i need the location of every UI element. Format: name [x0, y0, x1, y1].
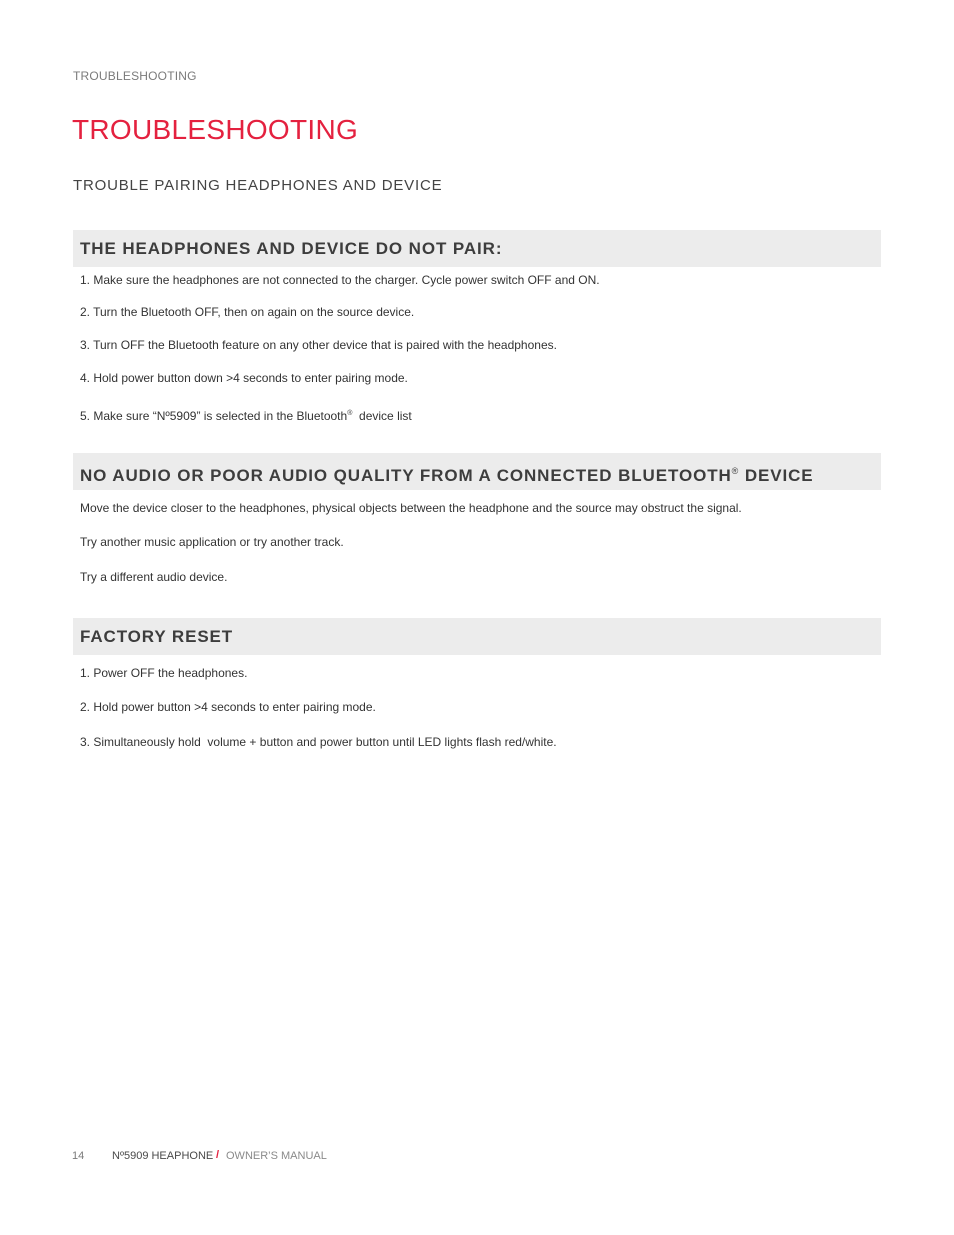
- section-heading: FACTORY RESET: [80, 627, 234, 646]
- tip-3: Try a different audio device.: [80, 570, 228, 584]
- section-heading: [80, 453, 881, 494]
- page-footer: [72, 1149, 327, 1162]
- registered-mark: ®: [347, 410, 353, 417]
- section-heading: THE HEADPHONES AND DEVICE DO NOT PAIR:: [80, 239, 503, 258]
- reset-step-1: 1. Power OFF the headphones.: [80, 666, 248, 680]
- tip-1: Move the device closer to the headphones, physical objects between the headphone and the source may obstruct the signal.: [80, 501, 742, 515]
- product-name: Nº5909 HEAPHONE: [112, 1150, 214, 1162]
- section-header-factory-reset: [73, 618, 881, 655]
- reset-step-2: 2. Hold power button >4 seconds to enter pairing mode.: [80, 700, 376, 714]
- page-number: 14: [72, 1150, 85, 1162]
- page-title: TROUBLESHOOTING: [72, 114, 359, 145]
- step-5: [80, 409, 412, 423]
- tip-2: Try another music application or try another track.: [80, 535, 344, 549]
- registered-mark: ®: [731, 466, 740, 476]
- step-3: 3. Turn OFF the Bluetooth feature on any other device that is paired with the headphones.: [80, 338, 557, 352]
- section-heading-tail: DEVICE: [739, 466, 814, 485]
- running-head: TROUBLESHOOTING: [73, 69, 197, 83]
- step-2: 2. Turn the Bluetooth OFF, then on again on the source device.: [80, 305, 415, 319]
- subtitle: TROUBLE PAIRING HEADPHONES AND DEVICE: [73, 177, 443, 194]
- section-heading-text: NO AUDIO OR POOR AUDIO QUALITY FROM A CONNECTED BLUETOOTH: [80, 466, 732, 485]
- footer-separator: /: [216, 1149, 220, 1161]
- section-header-audio: [73, 453, 881, 490]
- step-5-tail: device list: [352, 409, 412, 423]
- manual-title: OWNER’S MANUAL: [226, 1150, 327, 1162]
- reset-step-3: 3. Simultaneously hold volume + button and power button until LED lights flash red/white.: [80, 735, 557, 749]
- section-header-pairing: [73, 230, 881, 267]
- step-4: 4. Hold power button down >4 seconds to enter pairing mode.: [80, 371, 408, 385]
- step-5-text: 5. Make sure “Nº5909” is selected in the Bluetooth: [80, 409, 348, 423]
- step-1: 1. Make sure the headphones are not connected to the charger. Cycle power switch OFF and ON.: [80, 273, 600, 287]
